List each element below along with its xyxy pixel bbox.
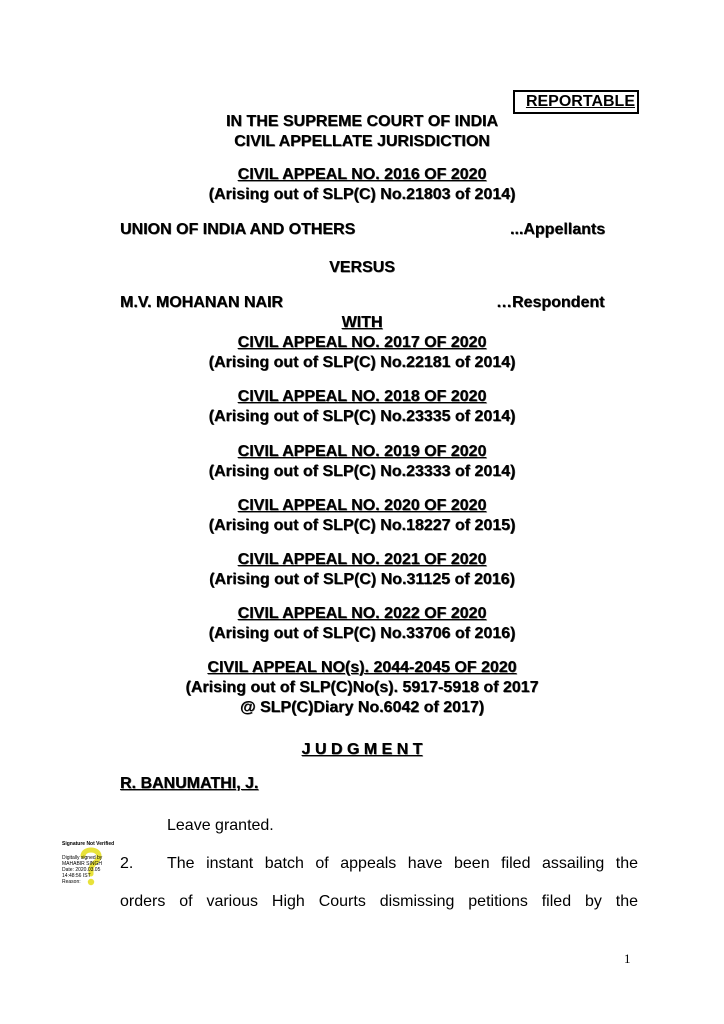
- signature-date: Date: 2020.03.05: [62, 867, 101, 873]
- reportable-label: REPORTABLE: [525, 93, 635, 110]
- last-appeal-title: CIVIL APPEAL NO(s). 2044-2045 OF 2020: [207, 659, 517, 676]
- digital-signature-stamp: [62, 842, 122, 900]
- last-appeal-diary: @ SLP(C)Diary No.6042 of 2017): [239, 699, 485, 716]
- page-number: 1: [624, 951, 631, 966]
- connected-appeal-4-title: CIVIL APPEAL NO. 2020 OF 2020: [237, 497, 487, 514]
- main-appeal-arising: (Arising out of SLP(C) No.21803 of 2014): [208, 186, 516, 203]
- last-appeal-arising: (Arising out of SLP(C)No(s). 5917-5918 of 2017: [185, 679, 539, 696]
- paragraph-line-2: orders of various High Courts dismissing petitions filed by the: [120, 893, 638, 910]
- appellant-name: UNION OF INDIA AND OTHERS: [120, 221, 356, 238]
- respondent-name: M.V. MOHANAN NAIR: [120, 294, 283, 311]
- jurisdiction: CIVIL APPELLATE JURISDICTION: [234, 133, 490, 150]
- respondent-role: …Respondent: [496, 294, 605, 311]
- connected-appeal-2-arising: (Arising out of SLP(C) No.23335 of 2014): [208, 408, 516, 425]
- judge-name: R. BANUMATHI, J.: [120, 775, 259, 792]
- connected-appeal-2-title: CIVIL APPEAL NO. 2018 OF 2020: [237, 388, 487, 405]
- signature-time: 14:48:56 IST: [62, 873, 91, 879]
- versus: VERSUS: [329, 259, 395, 276]
- main-appeal-title: CIVIL APPEAL NO. 2016 OF 2020: [237, 166, 487, 183]
- connected-appeal-5-title: CIVIL APPEAL NO. 2021 OF 2020: [237, 551, 487, 568]
- signature-signed-by: Digitally signed by: [62, 855, 103, 861]
- signature-signer: MAHABIR SINGH: [62, 861, 103, 867]
- judgment-heading: J U D G M E N T: [301, 741, 423, 758]
- connected-appeal-3-arising: (Arising out of SLP(C) No.23333 of 2014): [208, 463, 516, 480]
- signature-reason: Reason:: [62, 879, 81, 885]
- connected-appeal-6-title: CIVIL APPEAL NO. 2022 OF 2020: [237, 605, 487, 622]
- court-name: IN THE SUPREME COURT OF INDIA: [225, 113, 498, 130]
- reportable-box: [513, 90, 639, 114]
- paragraph-number: 2.: [120, 855, 134, 872]
- connected-appeal-1-title: CIVIL APPEAL NO. 2017 OF 2020: [237, 334, 487, 351]
- connected-appeal-4-arising: (Arising out of SLP(C) No.18227 of 2015): [208, 517, 516, 534]
- leave-granted: Leave granted.: [167, 817, 274, 834]
- connected-appeal-6-arising: (Arising out of SLP(C) No.33706 of 2016): [208, 625, 516, 642]
- connected-appeal-1-arising: (Arising out of SLP(C) No.22181 of 2014): [208, 354, 516, 371]
- signature-status: Signature Not Verified: [62, 841, 115, 847]
- connected-appeal-5-arising: (Arising out of SLP(C) No.31125 of 2016): [209, 571, 515, 588]
- connected-appeal-3-title: CIVIL APPEAL NO. 2019 OF 2020: [237, 443, 487, 460]
- with-label: WITH: [341, 314, 383, 331]
- appellant-role: ...Appellants: [510, 221, 606, 238]
- paragraph-line-1: The instant batch of appeals have been filed assailing the: [167, 855, 638, 872]
